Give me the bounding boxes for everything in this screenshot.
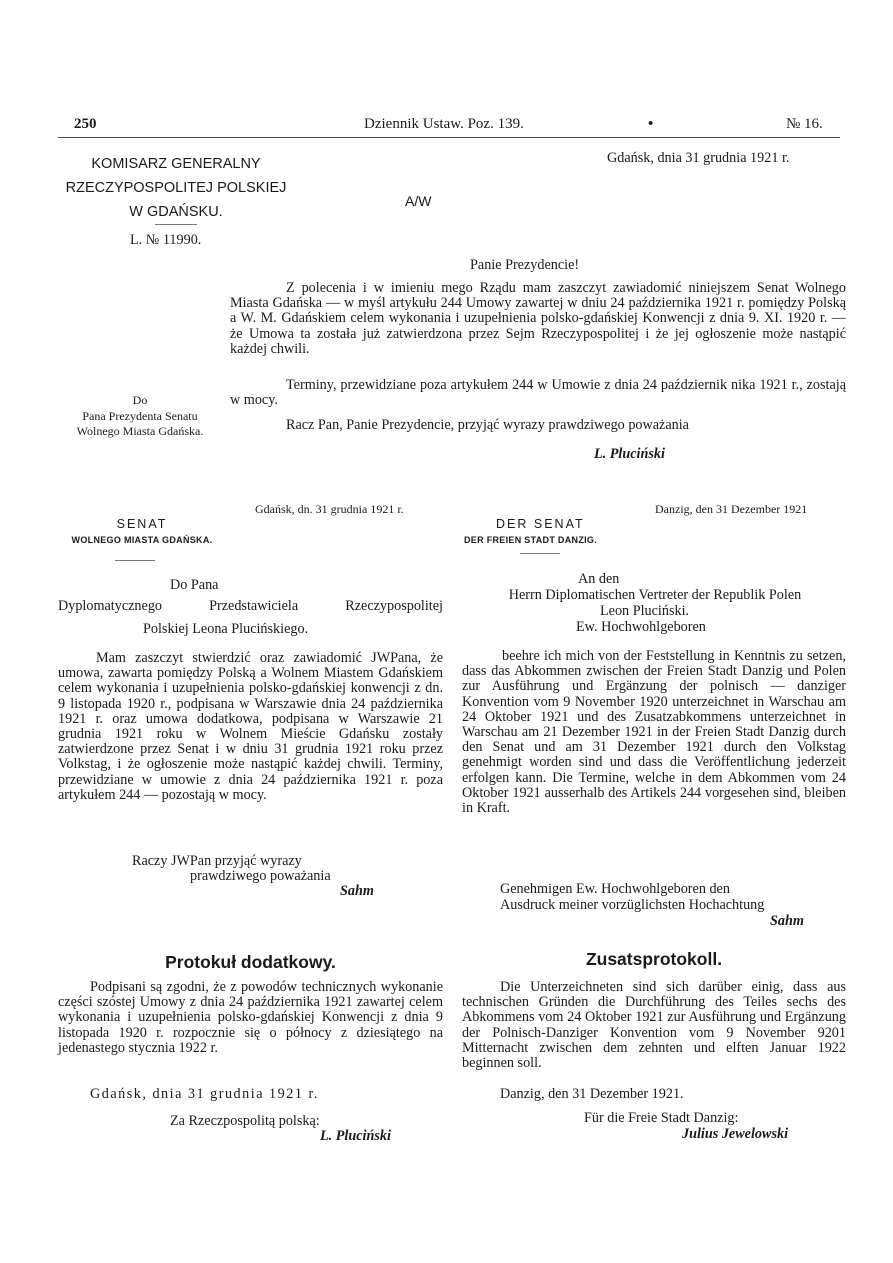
- sender-line: WOLNEGO MIASTA GDAŃSKA.: [71, 535, 213, 545]
- letter2-de-to: An den: [578, 571, 620, 587]
- letter1-closing: Racz Pan, Panie Prezydencie, przyjąć wyrazy prawdziwego poważania: [286, 417, 689, 433]
- protocol-de-body: Die Unterzeichneten sind sich darüber einig, dass aus technischen Gründen die Durchführung des Teiles sechs des Abkommens vom 24 Oktober 1921 zur Ausführung und Ergänzung der Polnisch-Danziger Konvention vom 9 November 9201 Mitternacht zwischen dem zehnten und elften Januar 1922 beginnen soll.: [462, 979, 846, 1072]
- protocol-de-title: Zusatsprotokoll.: [585, 949, 723, 969]
- divider: [520, 553, 560, 554]
- letter2-pl-to: Do Pana: [170, 577, 219, 593]
- letter1-paragraph: Z polecenia i w imieniu mego Rządu mam zaszczyt zawiadomić niniejszem Senat Wolnego Miasta Gdańska — w myśl artykułu 244 Umowy zawartej w dniu 24 października 1921 r. pomiędzy Polską a W. M. Gdańskiem celem wykonania i uzupełnienia polsko-gdańskiej Konwencji z dnia 9. XI. 1920 r. — że Umowa ta została już zatwierdzona przez Sejm Rzeczypospolitej i że jej ogłoszenie może nastąpić każdej chwili.: [230, 280, 846, 357]
- letter2-de-signature: Sahm: [770, 913, 804, 929]
- sender-line: KOMISARZ GENERALNY: [91, 156, 261, 172]
- divider: [115, 560, 155, 561]
- letter1-signature: L. Pluciński: [594, 446, 665, 462]
- recipient-line: Wolnego Miasta Gdańska.: [76, 424, 204, 438]
- letter1-mark: A/W: [405, 193, 432, 209]
- protocol-de-for: Für die Freie Stadt Danzig:: [584, 1110, 739, 1126]
- journal-title: Dziennik Ustaw. Poz. 139.: [364, 116, 524, 132]
- letter2-pl-sender: [58, 516, 226, 548]
- header-rule: [58, 137, 840, 138]
- letter1-paragraph: Terminy, przewidziane poza artykułem 244 w Umowie z dnia 24 październik nika 1921 r., zostają w mocy.: [230, 377, 846, 409]
- letter2-de-body: beehre ich mich von der Feststellung in Kenntnis zu setzen, dass das Abkommen zwischen der Freien Stadt Danzig und Polen zur Ausführung und Ergänzung der polnisch — danziger Konvention vom 9 November 1920 unterzeichnet in Warschau am 24 Oktober 1921 und des Zusatzabkommens unterzeichnet in Warschau am 21 Dezember 1921 in der Freien Stadt Danzig durch den Senat und am 31 Dezember 1921 durch den Volkstag genehmigt worden sind und dass die Veröffentlichung jederzeit erfolgen kann. Die Termine, welche in dem Abkommen vom 24 Oktober 1921 ausserhalb des Artikels 244 vorgesehen sind, bleiben in Kraft.: [462, 648, 846, 817]
- divider: [155, 224, 197, 225]
- letter2-pl-signature: Sahm: [340, 883, 374, 899]
- protocol-pl-title: Protokuł dodatkowy.: [165, 952, 336, 972]
- sender-line: SENAT: [116, 517, 168, 531]
- issue-number: № 16.: [786, 116, 823, 132]
- letter1-salutation: Panie Prezydencie!: [470, 257, 580, 273]
- letter2-pl-to: Dyplomatycznego Przedstawiciela Rzeczypospolitej: [58, 598, 443, 614]
- letter1-reference: L. № 11990.: [130, 232, 202, 248]
- sender-line: W GDAŃSKU.: [129, 204, 223, 220]
- protocol-de-signature: Julius Jewelowski: [682, 1126, 789, 1142]
- letter2-de-closing: Ausdruck meiner vorzüglichsten Hochachtung: [500, 897, 765, 913]
- protocol-de-place-date: Danzig, den 31 Dezember 1921.: [500, 1086, 684, 1102]
- protocol-pl-place-date: Gdańsk, dnia 31 grudnia 1921 r.: [90, 1086, 319, 1102]
- letter2-pl-body: Mam zaszczyt stwierdzić oraz zawiadomić JWPana, że umowa, zawarta pomiędzy Polską a Wolnem Miastem Gdańskiem celem wykonania i uzupełnienia polsko-gdańskiej konwencji z dn. 9 listopada 1920 r., podpisana w Warszawie dnia 24 października 1921 r. oraz umowa dodatkowa, podpisana w Warszawie 21 grudnia 1921 roku w Wolnem Mieście Gdańsku zostały zatwierdzone przez Senat i w dniu 31 grudnia 1921 roku przez Volkstag, i że ogłoszenie może nastąpić każdej chwili. Terminy, przewidziane w umowie z dnia 24 października 1921 r. poza artykułem 244 — pozostają w mocy.: [58, 650, 443, 803]
- protocol-pl-for: Za Rzeczpospolitą polską:: [170, 1113, 320, 1129]
- page-number: 250: [74, 116, 97, 132]
- letter2-de-to: Leon Pluciński.: [600, 603, 690, 619]
- sender-line: DER FREIEN STADT DANZIG.: [464, 535, 598, 545]
- letter1-recipient: [50, 393, 230, 440]
- letter2-pl-closing: prawdziwego poważania: [190, 868, 331, 884]
- letter2-de-date: Danzig, den 31 Dezember 1921: [655, 502, 808, 516]
- recipient-line: Do: [132, 393, 148, 407]
- recipient-line: Pana Prezydenta Senatu: [82, 408, 198, 423]
- letter1-sender: [60, 152, 292, 224]
- letter2-pl-date: Gdańsk, dn. 31 grudnia 1921 r.: [255, 502, 404, 516]
- letter2-de-closing: Genehmigen Ew. Hochwohlgeboren den: [500, 881, 730, 897]
- sender-line: RZECZYPOSPOLITEJ POLSKIEJ: [65, 180, 287, 196]
- letter2-de-sender: [464, 516, 597, 548]
- letter2-pl-closing: Raczy JWPan przyjąć wyrazy: [132, 853, 302, 869]
- letter2-pl-to: Polskiej Leona Plucińskiego.: [143, 621, 309, 637]
- protocol-pl-body: Podpisani są zgodni, że z powodów technicznych wykonanie części szóstej Umowy z dnia 24 października 1921 zawartej celem wykonania i uzupełnienia polsko-gdańskiej Konwencji z dnia 9 listopada 1920 r. rozpocznie się o północy z dziesiątego na jedenastego stycznia 1922 r.: [58, 979, 443, 1056]
- bullet-mark: •: [648, 116, 654, 132]
- sender-line: DER SENAT: [496, 517, 585, 531]
- letter2-de-to: Herrn Diplomatischen Vertreter der Republik Polen: [508, 587, 802, 603]
- protocol-pl-signature: L. Pluciński: [320, 1128, 391, 1144]
- letter1-date: Gdańsk, dnia 31 grudnia 1921 r.: [607, 150, 790, 166]
- letter2-de-to: Ew. Hochwohlgeboren: [576, 619, 706, 635]
